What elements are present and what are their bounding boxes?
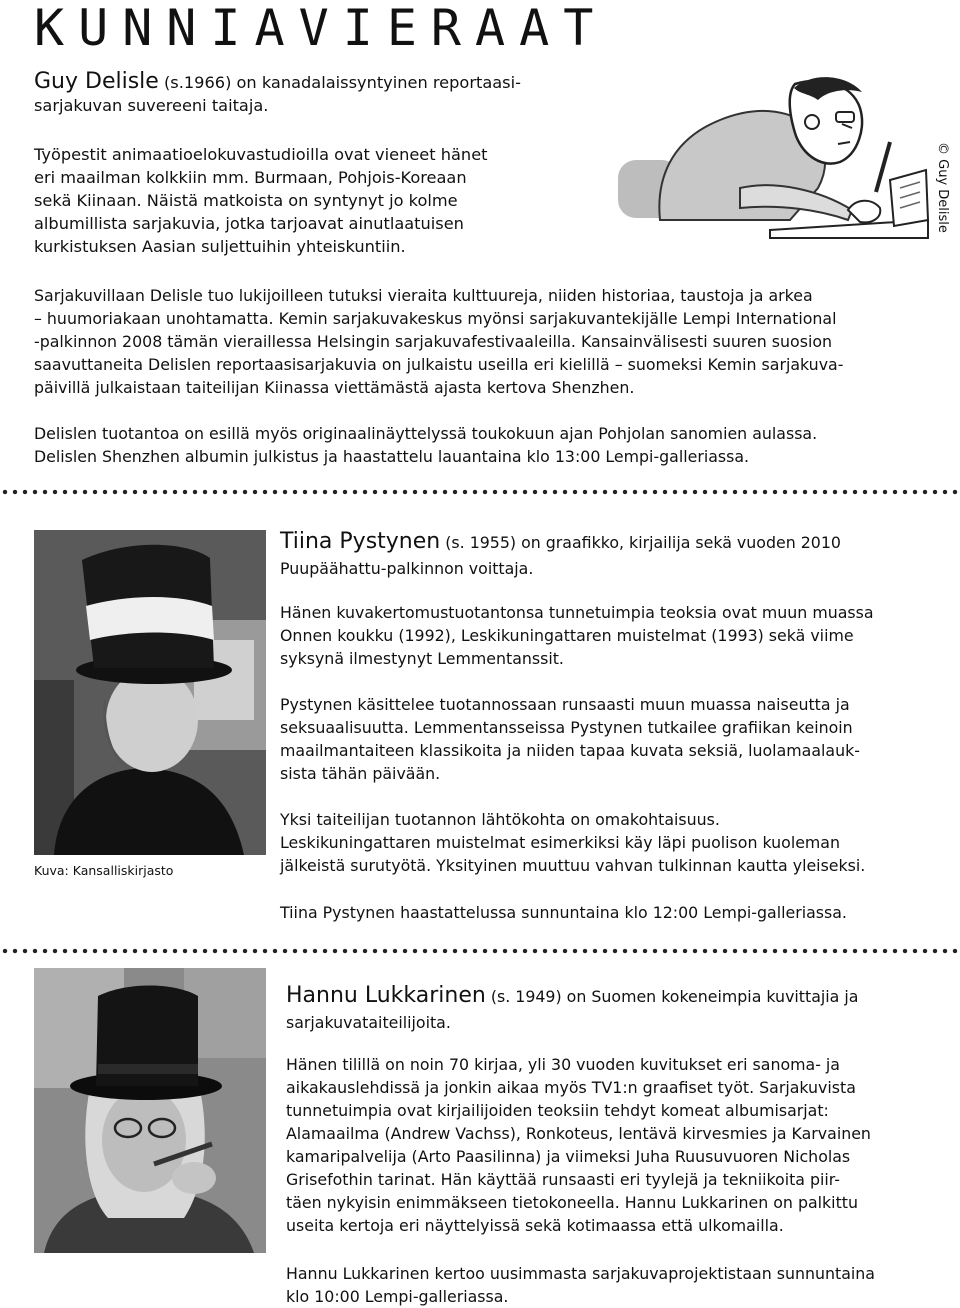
text-line: tunnetuimpia ovat kirjailijoiden teoksiin tehdyt komeat albumisarjat: <box>286 1101 829 1120</box>
text-line: Hänen kuvakertomustuotantonsa tunnetuimpia teoksia ovat muun muassa <box>280 603 874 622</box>
lukkarinen-photo <box>34 968 266 1253</box>
text-line: täen nykyisin enimmäkseen tietokoneella. Hannu Lukkarinen on palkittu <box>286 1193 858 1212</box>
delisle-drawing <box>590 70 930 240</box>
pystynen-intro-line2: Puupäähattu-palkinnon voittaja. <box>280 559 534 578</box>
pystynen-photo-caption: Kuva: Kansalliskirjasto <box>34 863 174 878</box>
text-line: aikakauslehdissä ja jonkin aikaa myös TV1:n graafiset työt. Sarjakuvista <box>286 1078 856 1097</box>
pystynen-intro <box>280 528 940 580</box>
text-line: saavuttaneita Delislen reportaasisarjakuvia on julkaistu useilla eri kielillä – suomeksi Kemin sarjakuva- <box>34 355 844 374</box>
text-line: Alamaailma (Andrew Vachss), Ronkoteus, lentävä kirvesmies ja Karvainen <box>286 1124 871 1143</box>
text-line: kamaripalvelija (Arto Paasilinna) ja viimeksi Juha Ruusuvuoren Nicholas <box>286 1147 851 1166</box>
text-line: useita kertoja eri näyttelyissä sekä kotimaassa että ulkomailla. <box>286 1216 784 1235</box>
text-line: syksynä ilmestynyt Lemmentanssit. <box>280 649 564 668</box>
page-title: KUNNIAVIERAAT <box>34 0 608 57</box>
pystynen-paragraph-3 <box>280 808 940 877</box>
pystynen-intro-text: (s. 1955) on graafikko, kirjailija sekä vuoden 2010 <box>440 533 841 552</box>
delisle-image-credit: © Guy Delisle <box>935 142 950 233</box>
text-line: – huumoriakaan unohtamatta. Kemin sarjakuvakeskus myönsi sarjakuvantekijälle Lempi International <box>34 309 837 328</box>
text-line: jälkeistä surutyötä. Yksityinen muuttuu vahvan tulkinnan kautta yleiseksi. <box>280 856 866 875</box>
text-line: Leskikuningattaren muistelmat esimerkiksi käy läpi puolison kuoleman <box>280 833 841 852</box>
text-line: Työpestit animaatioelokuvastudioilla ovat vieneet hänet <box>34 145 488 164</box>
pystynen-paragraph-4: Tiina Pystynen haastattelussa sunnuntaina klo 12:00 Lempi-galleriassa. <box>280 903 847 922</box>
text-line: seksuaalisuutta. Lemmentansseissa Pystynen tutkailee grafiikan keinoin <box>280 718 853 737</box>
text-line: Hänen tilillä on noin 70 kirjaa, yli 30 vuoden kuvitukset eri sanoma- ja <box>286 1055 840 1074</box>
lukkarinen-intro-text: (s. 1949) on Suomen kokeneimpia kuvittajia ja <box>485 987 859 1006</box>
lukkarinen-intro-line2: sarjakuvataiteilijoita. <box>286 1013 451 1032</box>
text-line: albumillista sarjakuvia, jotka tarjoavat ainutlaatuisen <box>34 214 464 233</box>
text-line: Yksi taiteilijan tuotannon lähtökohta on omakohtaisuus. <box>280 810 720 829</box>
text-line: Onnen koukku (1992), Leskikuningattaren muistelmat (1993) sekä viime <box>280 626 854 645</box>
delisle-name: Guy Delisle <box>34 69 159 94</box>
text-line: Grisefothin tarinat. Hän käyttää runsaasti eri tyylejä ja tekniikoita piir- <box>286 1170 840 1189</box>
pystynen-name: Tiina Pystynen <box>280 529 441 554</box>
lukkarinen-intro <box>286 982 946 1034</box>
text-line: Delislen Shenzhen albumin julkistus ja haastattelu lauantaina klo 13:00 Lempi-galleriassa. <box>34 447 750 466</box>
delisle-body-paragraph <box>34 284 944 399</box>
text-line: -palkinnon 2008 tämän vieraillessa Helsingin sarjakuvafestivaaleilla. Kansainvälisesti suuren suosion <box>34 332 833 351</box>
text-line: klo 10:00 Lempi-galleriassa. <box>286 1287 509 1306</box>
lukkarinen-paragraph-2 <box>286 1262 946 1308</box>
text-line: sista tähän päivään. <box>280 764 441 783</box>
pystynen-paragraph-1 <box>280 601 940 670</box>
dotted-divider <box>0 946 960 956</box>
dotted-divider <box>0 487 960 497</box>
text-line: sekä Kiinaan. Näistä matkoista on syntynyt jo kolme <box>34 191 458 210</box>
text-line: kurkistuksen Aasian suljettuihin yhteiskuntiin. <box>34 237 406 256</box>
text-line: Sarjakuvillaan Delisle tuo lukijoilleen tutuksi vieraita kulttuureja, niiden historiaa, taustoja ja arkea <box>34 286 813 305</box>
text-line: päivillä julkaistaan taiteilijan Kiinassa viettämästä ajasta kertova Shenzhen. <box>34 378 635 397</box>
delisle-intro-line2: sarjakuvan suvereeni taitaja. <box>34 96 269 115</box>
pystynen-photo <box>34 530 266 855</box>
delisle-intro <box>34 70 574 117</box>
delisle-events-paragraph <box>34 422 944 468</box>
pystynen-paragraph-2 <box>280 693 940 785</box>
text-line: Delislen tuotantoa on esillä myös originaalinäyttelyssä toukokuun ajan Pohjolan sanomien aulassa. <box>34 424 818 443</box>
text-line: maailmantaiteen klassikoita ja niiden tapaa kuvata seksiä, luolamaalauk- <box>280 741 860 760</box>
delisle-intro-text: (s.1966) on kanadalaissyntyinen reportaasi- <box>158 73 521 92</box>
text-line: Hannu Lukkarinen kertoo uusimmasta sarjakuvaprojektistaan sunnuntaina <box>286 1264 875 1283</box>
text-line: Pystynen käsittelee tuotannossaan runsaasti muun muassa naiseutta ja <box>280 695 850 714</box>
text-line: eri maailman kolkkiin mm. Burmaan, Pohjois-Koreaan <box>34 168 467 187</box>
lukkarinen-paragraph-1 <box>286 1053 946 1237</box>
delisle-travel-paragraph <box>34 143 574 258</box>
lukkarinen-name: Hannu Lukkarinen <box>286 983 486 1008</box>
